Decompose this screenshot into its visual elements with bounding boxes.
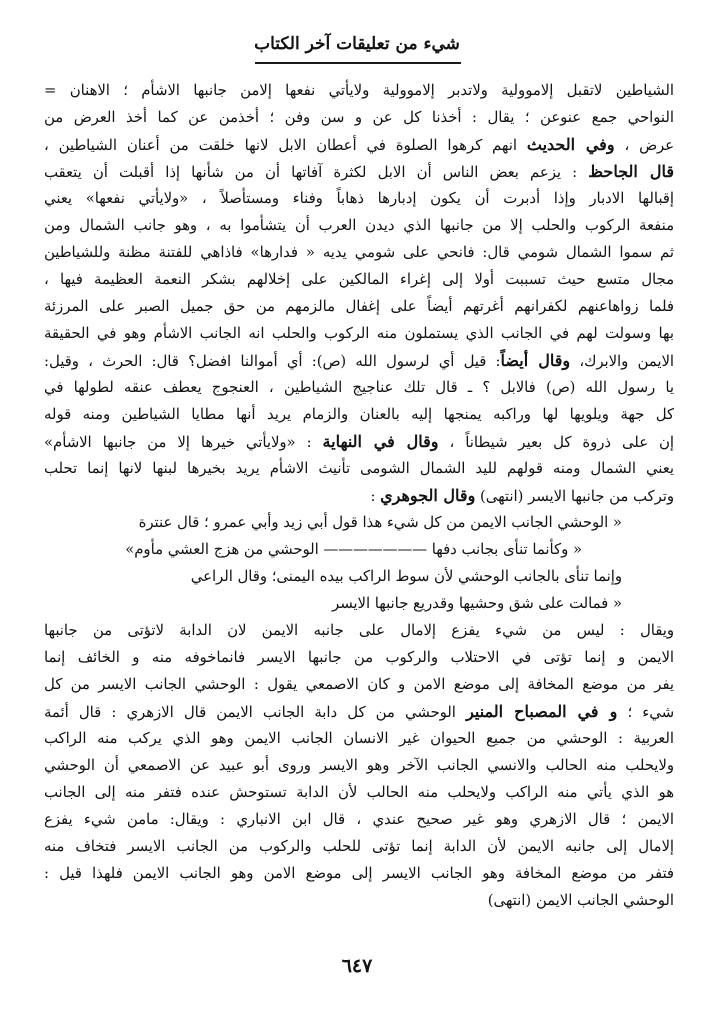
text-line: [44, 401, 674, 428]
text-line: [44, 212, 674, 239]
source-heading: وقال في النهاية: [322, 432, 439, 451]
text-line: [44, 482, 674, 509]
line-text: « الوحشي الجانب الايمن من كل شيء هذا قول أبي زيد وأبي عمرو ؛ قال عنترة: [138, 514, 622, 531]
text-line: [44, 590, 674, 617]
text-line: [44, 806, 674, 833]
text-line: [44, 428, 674, 455]
line-text: :: [370, 488, 381, 505]
line-text: العربية : الوحشي من جميع الحيوان غير الانسان الجانب الايمن وهو الذي يركب منه الراكب: [44, 730, 674, 747]
text-line: [44, 509, 674, 536]
text-line: [44, 860, 674, 887]
text-line: [44, 185, 674, 212]
text-line: [44, 833, 674, 860]
text-line: [44, 644, 674, 671]
line-text: كل جهة ويلويها لها وراكبه يمنجها إليه بالعنان والزمام يريد أنها مطايا الشياطين ومنه قوله: [44, 406, 674, 423]
line-text: إن على ذروة كل بعير شيطاناً ،: [438, 434, 674, 451]
line-text: الايمن ؛ قال الازهري وهو غير صحيح عندي ، قال ابن الانباري : ويقال: مامن شيء يفزع: [44, 811, 674, 828]
text-line: [44, 725, 674, 752]
line-text: ولايحلب منه الحالب والانسي الجانب الآخر وهو الايسر وروى أبو عبيد عن الاصمعي أن الوحشي: [44, 757, 674, 774]
text-line: [44, 77, 674, 104]
line-text: فتفر من موضع المخافة وهو الجانب الايسر إلى موضع الامن وهو الجانب الايمن فلهذا قيل :: [44, 865, 674, 882]
line-text: يعني الشمال ومنه قولهم لليد الشمال الشومى تأنيث الاشأم يريد بخيرها لبنها لانها إنما تحلب: [44, 460, 674, 477]
line-text: مجال متسع حيث تسببت أولا إلى إغراء المالكين على إخلالهم بشكر النعمة العظيمة فيها ،: [44, 271, 674, 288]
text-line: [44, 347, 674, 374]
line-text: : «ولايأتي خيرها إلا من جانبها الاشأم»: [44, 434, 323, 451]
text-line: [44, 374, 674, 401]
line-text: : يزعم بعض الناس أن الابل لكثرة آفاتها أن من شأنها إذا أقبلت أن يتعقب: [44, 164, 589, 181]
line-text: يفر من موضع المخافة إلى موضع الامن و كان الاصمعي يقول : الوحشي الجانب الايسر من كل: [44, 676, 674, 693]
source-heading: وقال الجوهري: [380, 486, 476, 505]
source-heading: و في المصباح المنير: [466, 702, 618, 721]
line-text: وتركب من جانبها الايسر (انتهى): [475, 488, 674, 505]
text-line: [44, 887, 674, 914]
text-line: [44, 563, 674, 590]
page-number: ٦٤٧: [341, 955, 373, 977]
text-line: [44, 671, 674, 698]
text-line: [44, 752, 674, 779]
line-text: منفعة الركوب والحلب إلا من جانبها الذي ديدن العرب أن يتشأموا به ، وهو جانب الشمال ومن: [44, 217, 674, 234]
line-text: « وكأنما تنأى بجانب دفها ——————— الوحشي من هزج العشي مأوم»: [125, 541, 582, 558]
text-line: [44, 455, 674, 482]
text-line: [44, 158, 674, 185]
line-text: الايمن و إنما تؤتى في الاحتلاب والركوب من جانبها الايسر فانماخوفه منه و الخائف إنما: [44, 649, 674, 666]
text-line: [44, 536, 674, 563]
line-text: وإنما تنأى بالجانب الوحشي لأن سوط الراكب بيده اليمنى؛ وقال الراعي: [190, 568, 622, 585]
line-text: فلما زواهاعنهم لكفرانهم أغرتهم أيضاً على إغفال مالزمهم من حق جميل الصبر على المرزئة: [44, 298, 674, 315]
text-line: [44, 131, 674, 158]
line-text: « فمالت على شق وحشيها وقدريع جانبها الايسر: [332, 595, 622, 612]
line-text: الوحشي الجانب الايمن (انتهى): [487, 892, 674, 909]
line-text: إلامال إلى جانبه الايمن لأن الدابة إنما تؤتى للحلب والركوب من الجانب الايسر فتخاف منه: [44, 838, 674, 855]
text-line: [44, 266, 674, 293]
text-line: [44, 239, 674, 266]
line-text: ثم سموا الشمال شومي قال: فانحي على شومي يديه « فدارها» فاذاهي للفتنة مظنة وللشياطين: [44, 244, 674, 261]
text-line: [44, 320, 674, 347]
line-text: شيء ؛: [617, 704, 674, 721]
source-heading: قال الجاحظ: [588, 162, 674, 181]
title-underline: [255, 62, 461, 64]
line-text: بها وسولت لهم في الجانب الذي يستملون منه الركوب والحلب انه الجانب الاشأم وهو في الحقيقة: [44, 325, 674, 342]
line-text: يا رسول الله (ص) فالابل ؟ ـ قال تلك عناجيج الشياطين ، العنجوج يعطف عنقه لطولها في: [44, 379, 674, 396]
text-line: [44, 104, 674, 131]
line-text: : قيل أي لرسول الله (ص): أي أموالنا افضل؟ قال: الحرث ، وقيل:: [44, 353, 501, 370]
text-line: [44, 293, 674, 320]
line-text: الشياطين لاتقبل إلاموولية ولاتدبر إلاموولية ولايأتي نفعها إلامن جانبها الاشأم ؛ الاهنان =: [44, 82, 674, 99]
line-text: عرض ،: [614, 137, 674, 154]
text-line: [44, 617, 674, 644]
text-line: [44, 698, 674, 725]
source-heading: وقال أيضاً: [500, 351, 571, 370]
body-text: [44, 77, 674, 914]
line-text: النواحي جمع عنوعن ؛ يقال : أخذنا كل عن و سن وفن ؛ أخذمن عن كما أخذ العرض من: [44, 109, 674, 126]
page-title: شيء من تعليقات آخر الكتاب: [254, 34, 460, 54]
line-text: انهم كرهوا الصلوة في أعطان الابل لانها خلقت من أعنان الشياطين ،: [44, 137, 527, 154]
line-text: هو الذي يأتي منه الراكب ولايحلب منه الحالب لأن الدابة تستوحش عنده فتفر منه إلى الجانب: [44, 784, 674, 801]
line-text: إقبالها الادبار وإذا أدبرت أن يكون إدبارها ذهاباً وفناء ومستأصلاً ، «ولايأتي نفعها» يعني: [44, 190, 674, 207]
line-text: الوحشي من كل دابة الجانب الايمن قال الازهري : قال أئمة: [44, 704, 467, 721]
source-heading: وفي الحديث: [526, 135, 615, 154]
line-text: الايمن والابرك،: [570, 353, 674, 370]
text-line: [44, 779, 674, 806]
line-text: ويقال : ليس من شيء يفزع إلامال على جانبه الايمن لان الدابة لاتؤتى من جانبها: [44, 622, 674, 639]
